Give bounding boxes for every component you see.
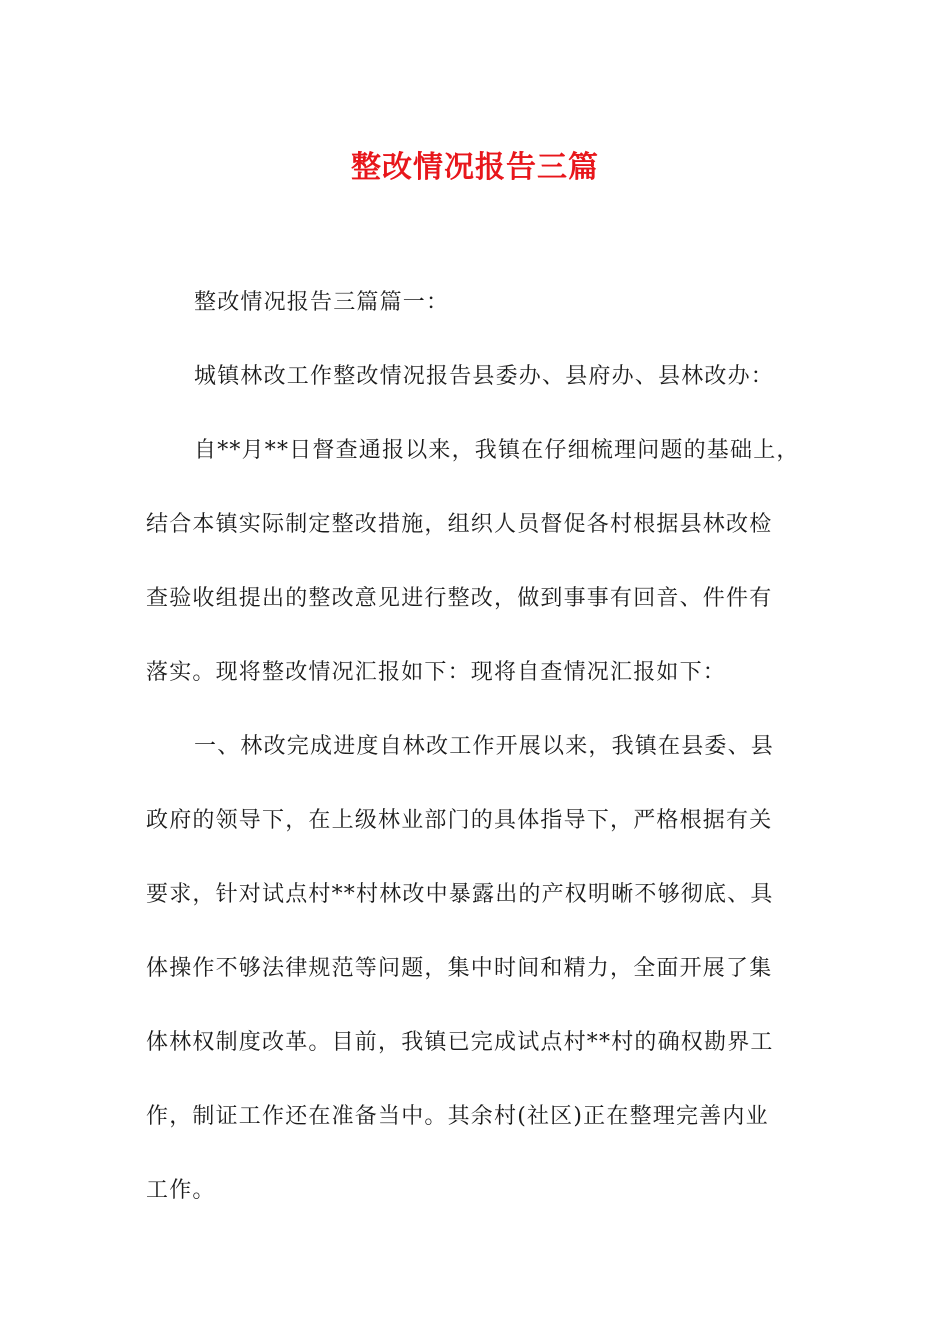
paragraph-line: 体林权制度改革。目前，我镇已完成试点村**村的确权勘界工	[146, 1030, 774, 1055]
document-title: 整改情况报告三篇	[351, 150, 599, 185]
paragraph-line: 工作。	[146, 1178, 216, 1203]
paragraph-intro	[146, 426, 806, 722]
document-body	[146, 278, 806, 1240]
paragraph-line: 结合本镇实际制定整改措施，组织人员督促各村根据县林改检	[146, 512, 773, 537]
paragraph-addressee	[146, 352, 806, 426]
paragraph-line: 查验收组提出的整改意见进行整改，做到事事有回音、件件有	[146, 586, 773, 611]
paragraph-line: 政府的领导下，在上级林业部门的具体指导下，严格根据有关	[146, 808, 773, 833]
paragraph-section-one	[146, 722, 806, 1240]
paragraph-line: 作，制证工作还在准备当中。其余村(社区)正在整理完善内业	[146, 1104, 769, 1129]
paragraph-line: 自**月**日督查通报以来，我镇在仔细梳理问题的基础上，	[194, 438, 800, 463]
paragraph-line: 整改情况报告三篇篇一：	[194, 290, 450, 315]
paragraph-line: 一、林改完成进度自林改工作开展以来，我镇在县委、县	[194, 734, 775, 759]
paragraph-line: 要求，针对试点村**村林改中暴露出的产权明晰不够彻底、具	[146, 882, 774, 907]
paragraph-line: 体操作不够法律规范等问题，集中时间和精力，全面开展了集	[146, 956, 773, 981]
paragraph-line: 城镇林改工作整改情况报告县委办、县府办、县林改办：	[194, 364, 775, 389]
paragraph-heading	[146, 278, 806, 352]
paragraph-line: 落实。现将整改情况汇报如下：现将自查情况汇报如下：	[146, 660, 727, 685]
